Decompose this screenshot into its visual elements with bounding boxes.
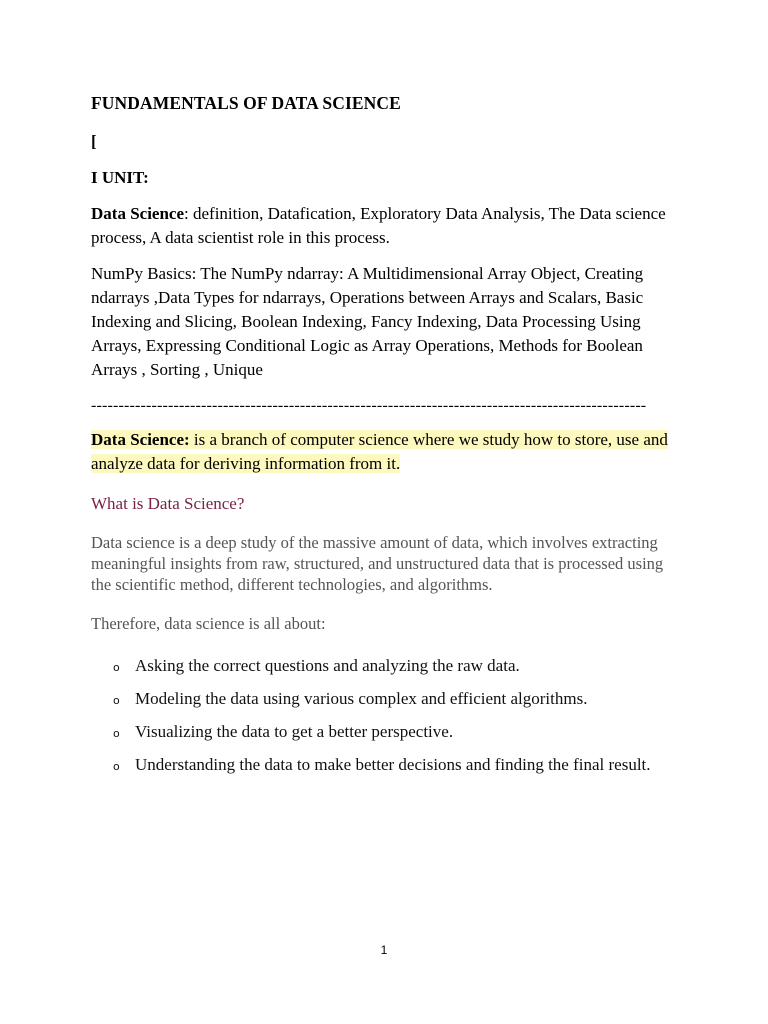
what-is-heading: What is Data Science? — [91, 494, 245, 513]
list-item — [91, 654, 681, 678]
syllabus-data-science — [91, 202, 681, 250]
bullet-icon: o — [113, 694, 120, 707]
list-item-text: Understanding the data to make better decisions and finding the final result. — [135, 755, 651, 774]
list-item — [91, 753, 681, 777]
page-number: 1 — [380, 943, 388, 957]
definition-paragraph — [91, 428, 681, 476]
separator-line: ----------------------------------------------------------------------------------------------------- — [91, 397, 647, 414]
bullet-icon: o — [113, 727, 120, 740]
bracket-mark: [ — [91, 132, 97, 151]
document-page — [91, 90, 681, 786]
what-is-body: Data science is a deep study of the massive amount of data, which involves extracting meaningful insights from raw, structured, and unstructured data that is processed using the scientific method, different technologies, and algorithms. — [91, 533, 664, 594]
definition-term: Data Science: — [91, 430, 190, 449]
list-item — [91, 720, 681, 744]
list-item-text: Visualizing the data to get a better perspective. — [135, 722, 454, 741]
data-science-topics: : definition, Datafication, Exploratory Data Analysis, The Data science process, A data scientist role in this process. — [91, 204, 666, 247]
list-item — [91, 687, 681, 711]
list-item-text: Modeling the data using various complex and efficient algorithms. — [135, 689, 588, 708]
definition-text: is a branch of computer science where we study how to store, use and analyze data for deriving information from it. — [91, 430, 668, 473]
bullet-icon: o — [113, 661, 120, 674]
data-science-term: Data Science — [91, 204, 185, 223]
list-item-text: Asking the correct questions and analyzing the raw data. — [135, 656, 520, 675]
therefore-line: Therefore, data science is all about: — [91, 614, 326, 633]
bullet-icon: o — [113, 760, 120, 773]
document-title: FUNDAMENTALS OF DATA SCIENCE — [91, 93, 401, 113]
about-list — [91, 654, 681, 777]
unit-heading: I UNIT: — [91, 168, 149, 187]
syllabus-numpy: NumPy Basics: The NumPy ndarray: A Multidimensional Array Object, Creating ndarrays ,Data Types for ndarrays, Operations between Arrays and Scalars, Basic Indexing and Slicing, Boolean Indexing, Fancy Indexing, Data Processing Using Arrays, Expressing Conditional Logic as Array Operations, Methods for Boolean Arrays , Sorting , Unique — [91, 264, 644, 379]
